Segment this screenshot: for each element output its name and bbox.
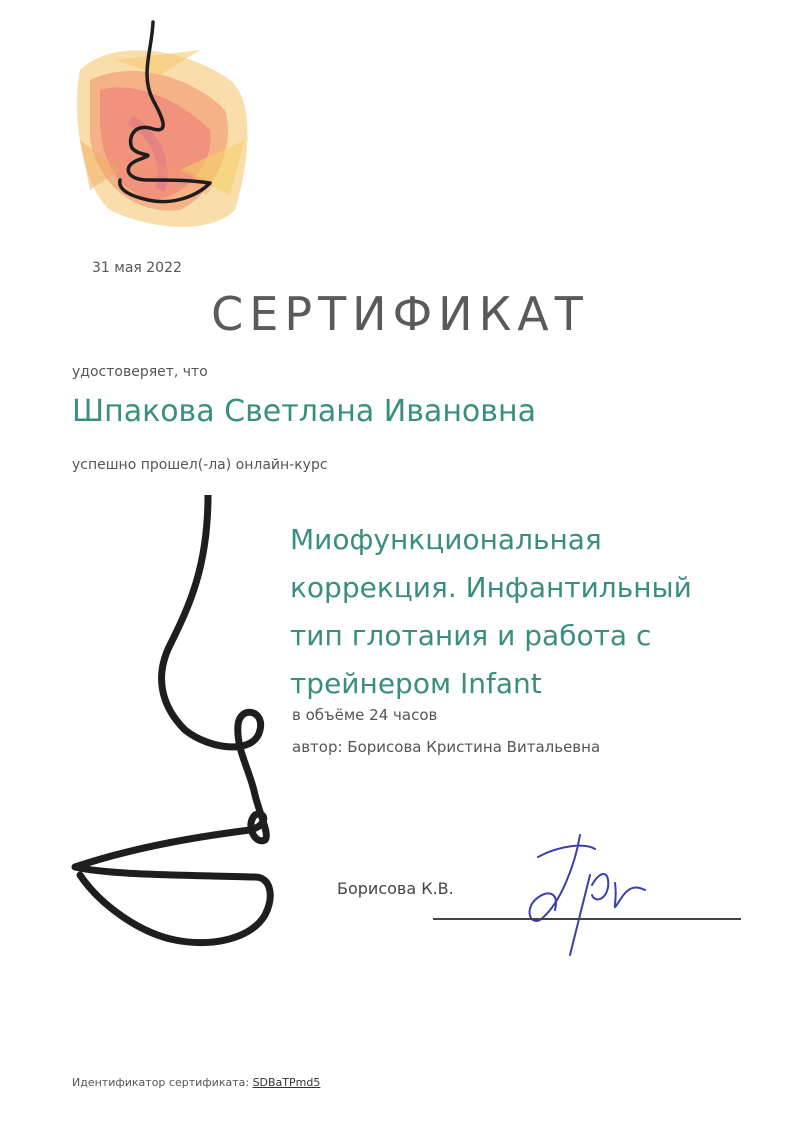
completed-label: успешно прошел(-ла) онлайн-курс bbox=[72, 457, 328, 473]
course-title-line: трейнером Infant bbox=[290, 667, 542, 700]
face-profile-logo-icon bbox=[60, 20, 260, 245]
course-author: автор: Борисова Кристина Витальевна bbox=[292, 738, 601, 756]
course-title-line: коррекция. Инфантильный bbox=[290, 571, 692, 604]
certificate-date: 31 мая 2022 bbox=[92, 260, 182, 276]
certificate-id-label: Идентификатор сертификата: bbox=[72, 1076, 250, 1089]
certificate-id-link[interactable]: SDBaTPmd5 bbox=[252, 1076, 321, 1089]
course-hours: в объёме 24 часов bbox=[292, 706, 438, 724]
course-title-line: Миофункциональная bbox=[290, 523, 602, 556]
recipient-name: Шпакова Светлана Ивановна bbox=[72, 394, 536, 429]
signature-line bbox=[433, 918, 741, 920]
certifies-label: удостоверяет, что bbox=[72, 364, 208, 380]
signer-name: Борисова К.В. bbox=[337, 879, 454, 898]
signature-icon bbox=[500, 815, 670, 965]
face-profile-line-art-icon bbox=[60, 495, 310, 955]
certificate-id-row bbox=[72, 1076, 320, 1089]
course-title bbox=[290, 516, 760, 708]
certificate-title: СЕРТИФИКАТ bbox=[211, 287, 589, 341]
course-title-line: тип глотания и работа с bbox=[290, 619, 652, 652]
